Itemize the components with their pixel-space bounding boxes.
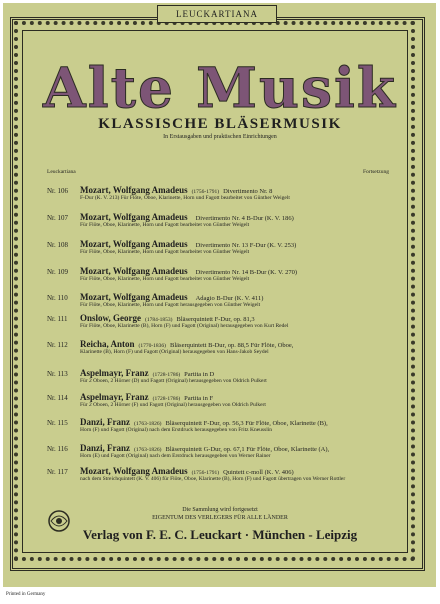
entry-work: Partita in F <box>184 395 214 402</box>
entry-composer: Danzi, Franz <box>80 443 130 453</box>
entry-work: Bläserquintett G-Dur, op. 67,1 Für Flöte, Oboe, Klarinette (A), <box>165 446 330 453</box>
catalog-entry <box>47 339 397 356</box>
column-header-left: Leuckartiana <box>47 169 76 175</box>
entry-dates: (1763-1826) <box>134 421 162 427</box>
printed-in: Printed in Germany <box>6 592 46 597</box>
entry-description: Für Flöte, Oboe, Klarinette, Horn und Fagott bearbeitet von Günther Weigelt <box>80 222 250 228</box>
entry-work: Quintett c-moll (K. V. 406) <box>223 469 294 476</box>
entry-work: Divertimento Nr. 14 B-Dur (K. V. 270) <box>195 269 297 276</box>
entry-number: Nr. 113 <box>47 370 68 378</box>
entry-number: Nr. 115 <box>47 419 68 427</box>
catalog-entry <box>47 292 397 309</box>
entry-description: Für Flöte, Oboe, Klarinette, Horn und Fagott bearbeitet von Günther Weigelt <box>80 276 250 282</box>
entry-composer: Aspelmayr, Franz <box>80 392 149 402</box>
catalog-entry <box>47 417 397 434</box>
entry-work: Divertimento Nr. 8 <box>223 188 273 195</box>
entry-composer: Mozart, Wolfgang Amadeus <box>80 292 188 302</box>
catalog-entry <box>47 185 397 202</box>
entry-work: Divertimento Nr. 4 B-Dur (K. V. 186) <box>195 215 294 222</box>
entry-description: Für Flöte, Oboe, Klarinette (B), Horn (F) und Fagott (Original) herausgegeben von Kurt Redel <box>80 323 289 329</box>
series-label: LEUCKARTIANA <box>157 5 277 23</box>
entry-dates: (1770-1836) <box>138 343 167 349</box>
entry-description: Für 2 Oboen, 2 Hörner (F) und Fagott (Original) herausgegeben von Oldrich Pulkert <box>80 402 266 408</box>
entry-work: Adagio B-Dur (K. V. 411) <box>195 295 264 302</box>
entry-dates: (1728-1786) <box>152 372 181 378</box>
column-header-right: Fortsetzung <box>363 169 389 175</box>
catalog-entry <box>47 466 397 483</box>
entry-work: Bläserquintett F-Dur, op. 81,3 <box>176 316 255 323</box>
entry-number: Nr. 108 <box>47 241 68 249</box>
entry-composer: Mozart, Wolfgang Amadeus <box>80 212 188 222</box>
continuation-note: Die Sammlung wird fortgesetzt <box>182 507 258 513</box>
catalog-entry <box>47 392 397 409</box>
entry-description: nach dem Streichquintett (K. V. 406) für Flöte, Oboe, Klarinette (B), Horn (F) und Fagott übertragen von Werner Rottler <box>80 476 346 482</box>
tagline: In Erstausgaben und praktischen Einrichtungen <box>163 134 277 140</box>
entry-work: Divertimento Nr. 13 F-Dur (K. V. 253) <box>195 242 297 249</box>
entry-number: Nr. 111 <box>47 315 68 323</box>
catalog-entry <box>47 239 397 256</box>
entry-composer: Mozart, Wolfgang Amadeus <box>80 466 188 476</box>
catalog-entry <box>47 368 397 385</box>
entry-number: Nr. 106 <box>47 187 68 195</box>
entry-work: Partita in D <box>184 371 215 378</box>
footer-note <box>40 506 400 522</box>
entry-composer: Danzi, Franz <box>80 417 130 427</box>
entry-description: Für 2 Oboen, 2 Hörner (D) und Fagott (Original) herausgegeben von Oldrich Pulkert <box>80 378 267 384</box>
catalog-entry <box>47 212 397 229</box>
entry-work: Bläserquintett B-Dur, op. 88,5 Für Flöte, Oboe, <box>170 342 294 349</box>
subtitle: KLASSISCHE BLÄSERMUSIK <box>98 116 342 132</box>
catalog-entry <box>47 313 397 330</box>
entry-description: Klarinette (B), Horn (F) und Fagott (Original) herausgegeben von Hans-Jakob Seydel <box>80 349 269 355</box>
entry-composer: Reicha, Anton <box>80 339 135 349</box>
catalog-entry <box>47 443 397 460</box>
entry-dates: (1763-1826) <box>134 447 162 453</box>
entry-description: Für Flöte, Oboe, Klarinette, Horn und Fagott bearbeitet von Günther Weigelt <box>80 249 250 255</box>
entry-number: Nr. 107 <box>47 214 68 222</box>
entry-composer: Mozart, Wolfgang Amadeus <box>80 266 188 276</box>
entry-description: Für Flöte, Oboe, Klarinette, Horn und Fagott herausgegeben von Günther Weigelt <box>80 302 261 308</box>
entry-work: Bläserquintett F-Dur, op. 56,3 Für Flöte, Oboe, Klarinette (B), <box>165 420 328 427</box>
publisher-line: Verlag von F. E. C. Leuckart · München - Leipzig <box>82 527 358 542</box>
entry-number: Nr. 116 <box>47 445 68 453</box>
entry-description: Horn (E) und Fagott (Original) nach dem Erstdruck herausgegeben von Werner Rainer <box>80 453 271 459</box>
entry-dates: (1728-1786) <box>152 396 181 402</box>
copyright-note: EIGENTUM DES VERLEGERS FÜR ALLE LÄNDER <box>152 515 288 521</box>
entry-dates: (1784-1853) <box>145 317 173 323</box>
main-title: Alte Musik <box>43 55 397 120</box>
entry-number: Nr. 109 <box>47 268 68 276</box>
entry-composer: Onslow, George <box>80 313 141 323</box>
entry-composer: Aspelmayr, Franz <box>80 368 149 378</box>
entry-composer: Mozart, Wolfgang Amadeus <box>80 239 188 249</box>
entry-number: Nr. 117 <box>47 468 68 476</box>
entry-description: Horn (F) und Fagott (Original) nach dem Erstdruck herausgegeben von Fritz Kneusslin <box>80 427 272 433</box>
entry-number: Nr. 114 <box>47 394 68 402</box>
entry-composer: Mozart, Wolfgang Amadeus <box>80 185 188 195</box>
entry-description: F-Dur (K. V. 213) Für Flöte, Oboe, Klarinette, Horn und Fagott bearbeitet von Günther Weigelt <box>80 195 290 201</box>
entry-number: Nr. 110 <box>47 294 68 302</box>
entry-dates: (1756-1791) <box>191 470 220 476</box>
entry-number: Nr. 112 <box>47 341 68 349</box>
entry-dates: (1756-1791) <box>191 189 220 195</box>
catalog-entry <box>47 266 397 283</box>
